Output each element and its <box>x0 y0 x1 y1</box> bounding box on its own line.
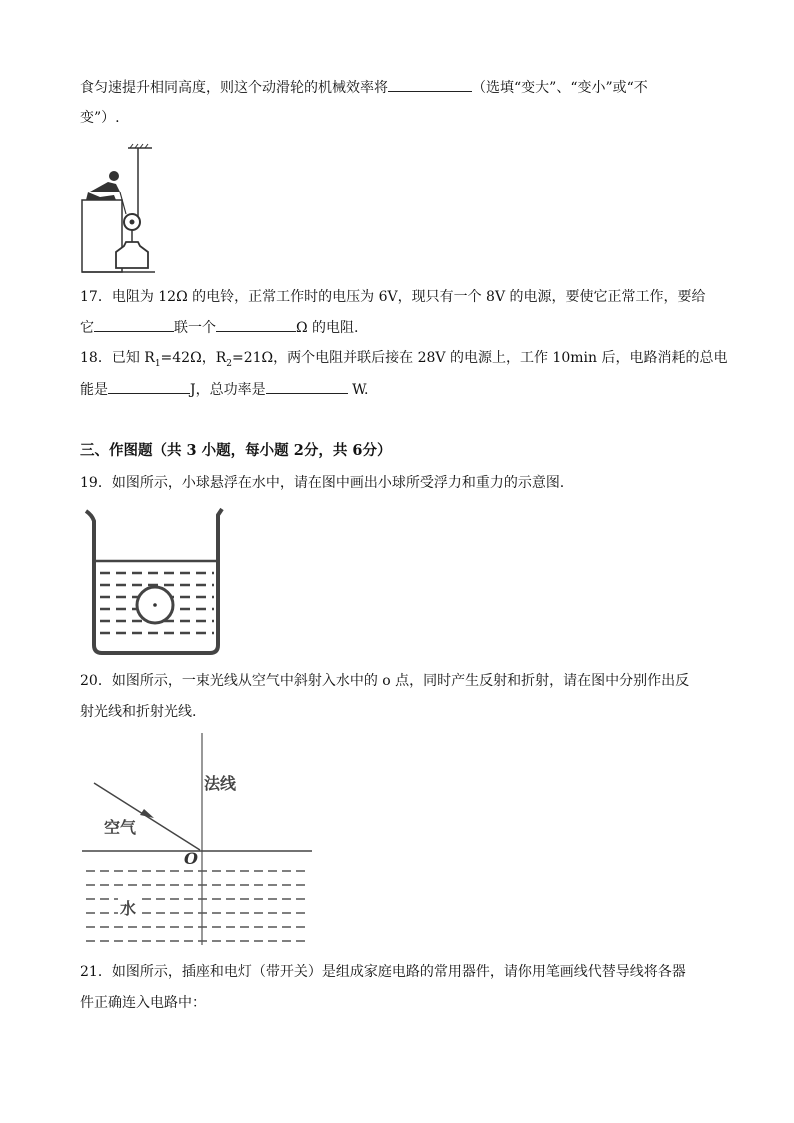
q18-blank-power[interactable] <box>266 379 348 394</box>
q16-line2: 变”）. <box>80 110 120 126</box>
air-label: 空气 <box>104 818 137 837</box>
q21-line1: 21．如图所示，插座和电灯（带开关）是组成家庭电路的常用器件，请你用笔画线代替导线将各器 <box>80 964 686 980</box>
q17-blank-connection[interactable] <box>94 317 174 332</box>
pulley-figure <box>80 142 160 274</box>
section-heading: 三、作图题（共 3 小题，每小题 2分，共 6分） <box>80 442 392 459</box>
q20-line1: 20．如图所示，一束光线从空气中斜射入水中的 o 点，同时产生反射和折射，请在图中分别作出反 <box>80 673 690 689</box>
q21-line2: 件正确连入电路中： <box>80 995 206 1011</box>
beaker-figure <box>82 505 228 657</box>
q18-text-b2: J，总功率是 <box>190 382 266 398</box>
normal-line-label: 法线 <box>204 774 237 793</box>
q18-text-c2: W. <box>352 382 369 398</box>
q18-text-a: 18．已知 R <box>80 350 155 366</box>
q16-line1 <box>80 77 648 98</box>
point-o-label: O <box>184 849 198 868</box>
q19-line1: 19．如图所示，小球悬浮在水中，请在图中画出小球所受浮力和重力的示意图. <box>80 475 565 491</box>
q18-sub1: 1 <box>154 358 161 369</box>
q18-line1 <box>80 348 727 374</box>
q17-line2 <box>80 317 359 338</box>
q18-sub2: 2 <box>226 358 232 369</box>
q17-line1: 17．电阻为 12Ω 的电铃，正常工作时的电压为 6V，现只有一个 8V 的电源，要使它正常工作，要给 <box>80 289 706 305</box>
q18-text-c: =21Ω，两个电阻并联后接在 28V 的电源上，工作 10min 后，电路消耗的总电 <box>231 350 728 366</box>
refraction-figure <box>82 733 314 948</box>
q17-text-b: 联一个 <box>174 320 216 336</box>
q18-blank-energy[interactable] <box>108 379 190 394</box>
q17-text-a: 它 <box>80 320 94 336</box>
q18-line2 <box>80 379 368 400</box>
water-label: 水 <box>118 896 138 919</box>
q17-text-c: Ω 的电阻. <box>296 320 359 336</box>
q17-blank-resistance[interactable] <box>216 317 296 332</box>
q16-answer-blank[interactable] <box>388 77 472 92</box>
q18-text-a2: 能是 <box>80 382 108 398</box>
refraction-diagram <box>82 733 314 948</box>
q18-text-b: =42Ω，R <box>160 350 227 366</box>
q16-text-b: （选填“变大”、“变小”或“不 <box>472 80 648 96</box>
q20-line2: 射光线和折射光线. <box>80 704 197 720</box>
q16-text-a: 食匀速提升相同高度，则这个动滑轮的机械效率将 <box>80 80 388 96</box>
